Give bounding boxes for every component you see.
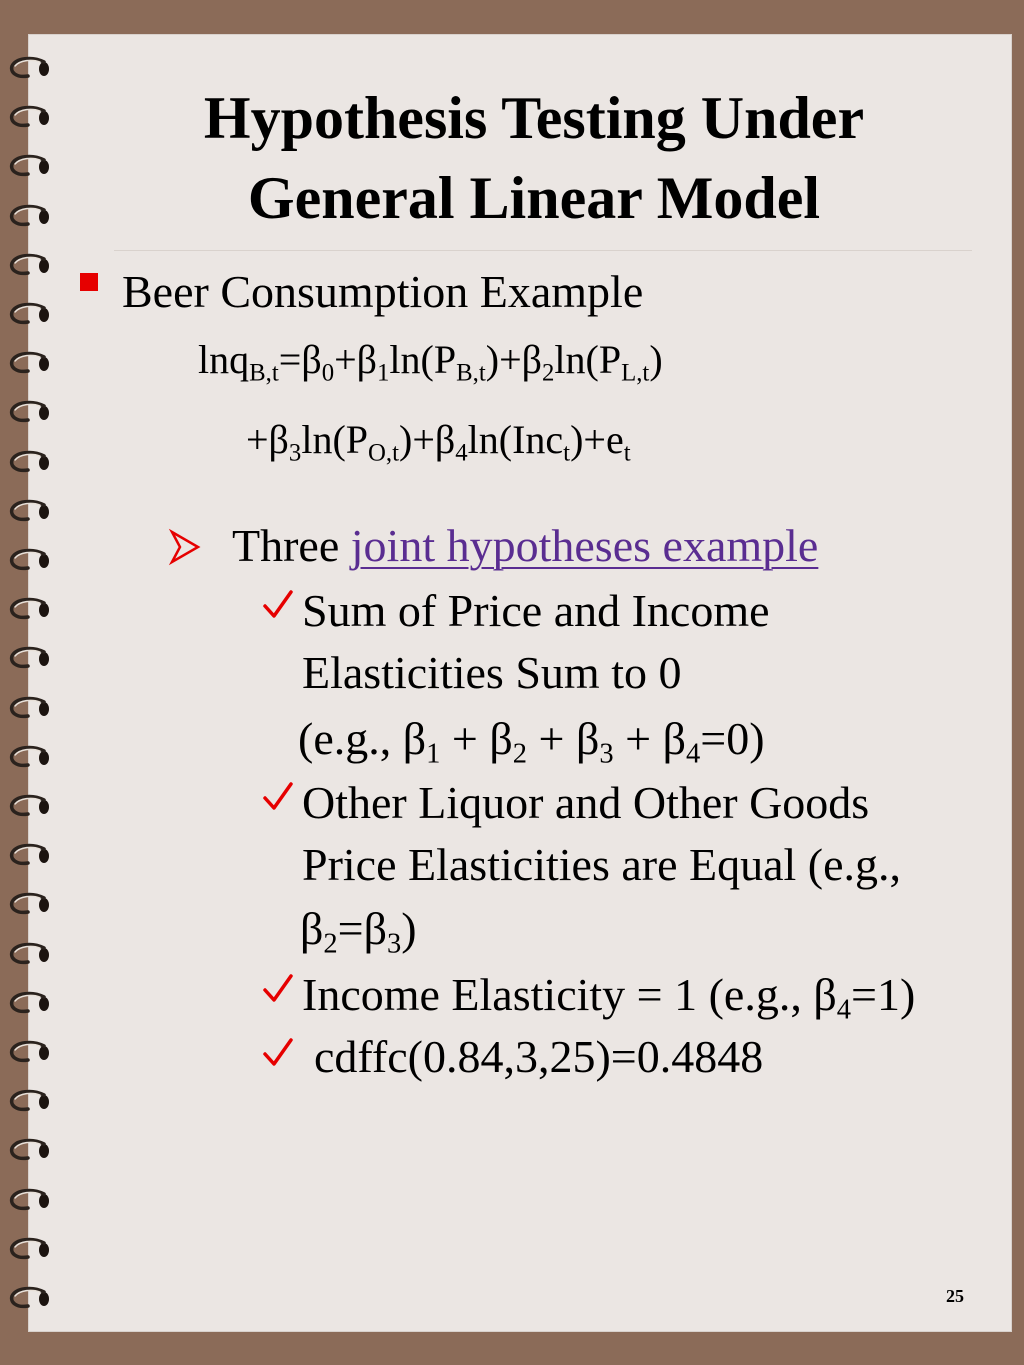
checkmark-icon (262, 972, 294, 1006)
equation-line-1 (198, 336, 663, 387)
eq-text: +β (334, 337, 378, 382)
spiral-ring-icon (6, 1087, 50, 1115)
spiral-ring-icon (6, 694, 50, 722)
eq-text: ln(P (389, 337, 457, 382)
item-1-line-3 (298, 708, 765, 770)
spiral-ring-icon (6, 890, 50, 918)
spiral-ring-icon (6, 792, 50, 820)
item-text: =1) (851, 969, 916, 1020)
spiral-ring-icon (6, 103, 50, 131)
eq-text: =β (278, 337, 322, 382)
spiral-ring-icon (6, 398, 50, 426)
spiral-ring-icon (6, 54, 50, 82)
eq-text: +β (246, 417, 289, 462)
item-4: cdffc(0.84,3,25)=0.4848 (314, 1031, 764, 1082)
spiral-ring-icon (6, 1186, 50, 1214)
sub-bullet-three (232, 520, 818, 572)
title-line-2: General Linear Model (247, 165, 821, 231)
spiral-ring-icon (6, 1235, 50, 1263)
item-1-line-2: Elasticities Sum to 0 (302, 647, 682, 698)
eq-sub: O,t (368, 439, 400, 467)
equation-line-2 (246, 416, 631, 467)
spiral-ring-icon (6, 546, 50, 574)
item-sub: 1 (426, 738, 441, 770)
item-text: =β (337, 903, 388, 954)
slide-title (60, 78, 1008, 238)
item-sub: 2 (323, 928, 338, 960)
spiral-ring-icon (6, 497, 50, 525)
item-text: + β (440, 713, 513, 764)
item-text: Income Elasticity = 1 (e.g., β (302, 969, 837, 1020)
title-divider (114, 250, 972, 251)
item-text: =0) (700, 713, 765, 764)
spiral-ring-icon (6, 251, 50, 279)
spiral-ring-icon (6, 1136, 50, 1164)
item-text: β (300, 903, 324, 954)
item-2-line-3 (300, 898, 417, 960)
eq-lhs: lnq (198, 337, 250, 382)
item-sub: 3 (387, 928, 402, 960)
eq-sub: B,t (249, 359, 279, 387)
eq-sub: 0 (321, 359, 335, 387)
spiral-ring-icon (6, 349, 50, 377)
eq-text: ) (649, 337, 663, 382)
eq-sub: t (623, 439, 631, 467)
arrow-bullet-icon (168, 528, 202, 566)
spiral-ring-icon (6, 940, 50, 968)
item-sub: 4 (836, 994, 852, 1026)
spiral-ring-icon (6, 1038, 50, 1066)
spiral-ring-icon (6, 644, 50, 672)
bullet-beer-consumption: Beer Consumption Example (122, 266, 644, 317)
item-2-line-1: Other Liquor and Other Goods (302, 777, 870, 828)
item-text: (e.g., β (298, 713, 427, 764)
item-text: + β (527, 713, 600, 764)
spiral-ring-icon (6, 152, 50, 180)
eq-sub: 1 (377, 359, 390, 387)
eq-text: ln(Inc (467, 417, 564, 462)
checkmark-icon (262, 1036, 294, 1070)
eq-text: )+β (485, 337, 542, 382)
eq-text: ln(P (554, 337, 622, 382)
eq-sub: t (563, 439, 571, 467)
spiral-ring-icon (6, 448, 50, 476)
checkmark-icon (262, 780, 294, 814)
spiral-ring-icon (6, 841, 50, 869)
eq-sub: 2 (541, 359, 555, 387)
item-sub: 3 (599, 738, 614, 770)
eq-text: ln(P (301, 417, 369, 462)
title-line-1: Hypothesis Testing Under (203, 85, 865, 151)
spiral-ring-icon (6, 300, 50, 328)
item-1-line-1: Sum of Price and Income (302, 585, 770, 636)
checkmark-icon (262, 588, 294, 622)
joint-hypotheses-link[interactable]: joint hypotheses example (350, 520, 819, 571)
square-bullet-icon (80, 273, 98, 291)
item-sub: 4 (686, 738, 701, 770)
item-sub: 2 (512, 738, 528, 770)
item-text: ) (401, 903, 417, 954)
eq-sub: B,t (456, 359, 486, 387)
item-text: + β (613, 713, 687, 764)
eq-text: )+β (399, 417, 456, 462)
spiral-binding (0, 34, 60, 1332)
page-number: 25 (946, 1286, 964, 1306)
eq-text: )+e (570, 417, 624, 462)
eq-sub: 4 (455, 439, 468, 467)
spiral-ring-icon (6, 743, 50, 771)
spiral-ring-icon (6, 989, 50, 1017)
eq-sub: L,t (621, 359, 650, 387)
eq-sub: 3 (288, 439, 302, 467)
item-3 (302, 964, 915, 1026)
item-2-line-2: Price Elasticities are Equal (e.g., (302, 839, 902, 890)
spiral-ring-icon (6, 595, 50, 623)
spiral-ring-icon (6, 1284, 50, 1312)
sub-bullet-prefix: Three (232, 520, 351, 571)
spiral-ring-icon (6, 202, 50, 230)
